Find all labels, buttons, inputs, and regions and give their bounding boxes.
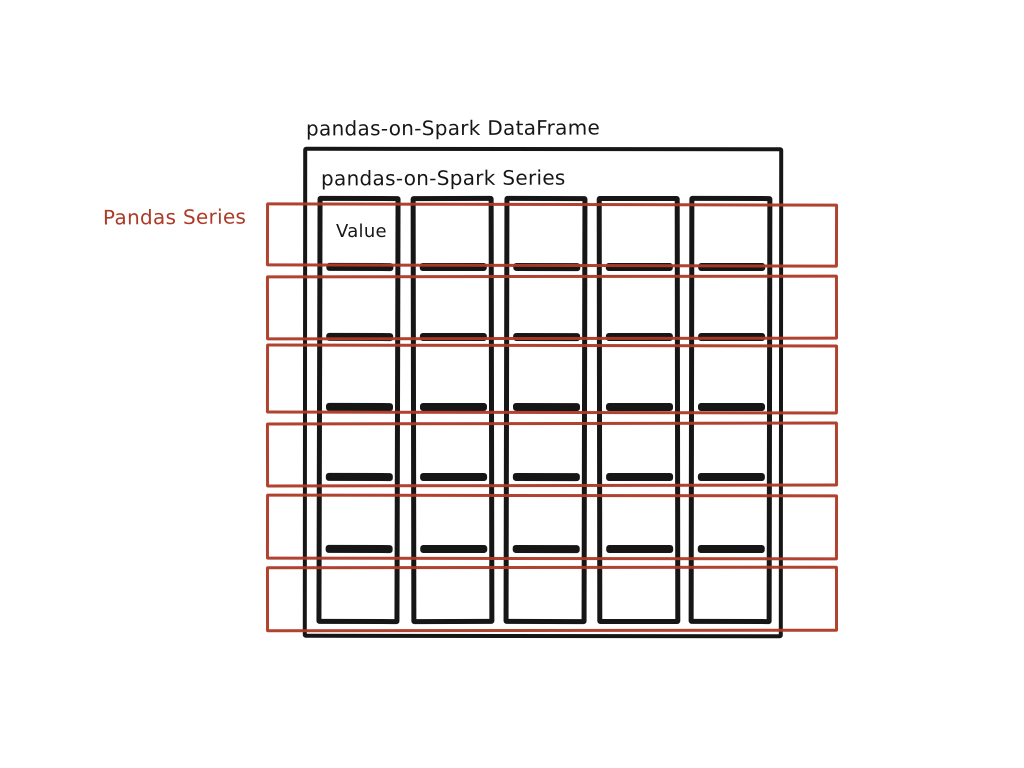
pandas-series-label: Pandas Series	[102, 204, 247, 230]
pandas-on-spark-series-label: pandas-on-Spark Series	[320, 165, 566, 191]
dataframe-title-label: pandas-on-Spark DataFrame	[305, 115, 601, 141]
pandas-series-row	[266, 422, 838, 488]
pandas-series-row	[266, 566, 838, 633]
pandas-series-row	[266, 494, 838, 561]
pandas-series-row	[266, 202, 838, 267]
pandas-series-row	[266, 275, 838, 341]
cell-value-label: Value	[336, 221, 387, 242]
pandas-series-row	[266, 344, 838, 415]
